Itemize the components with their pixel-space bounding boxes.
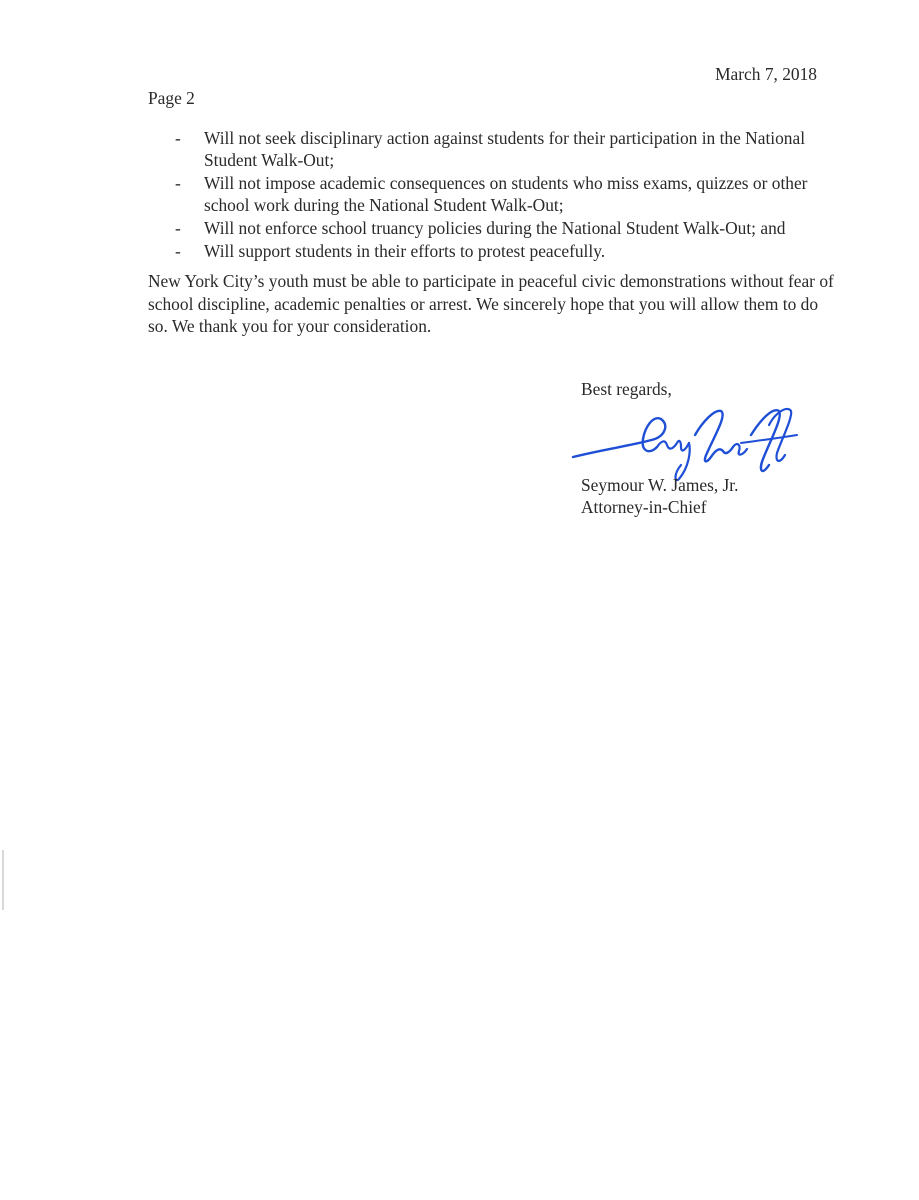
- list-dash: -: [175, 241, 181, 261]
- list-item-text: Will support students in their efforts to protest peacefully.: [204, 241, 606, 261]
- list-item-text: Will not impose academic consequences on students who miss exams, quizzes or other school work during the National Student Walk-Out;: [204, 173, 808, 215]
- signer-title: Attorney-in-Chief: [581, 497, 707, 517]
- body-paragraph: New York City’s youth must be able to participate in peaceful civic demonstrations without fear of school discipline, academic penalties or arrest. We sincerely hope that you will allow them to do so. We thank you for your consideration.: [148, 271, 834, 336]
- list-dash: -: [175, 218, 181, 238]
- handwritten-signature: [565, 395, 805, 485]
- scan-edge-mark: [2, 850, 4, 910]
- commitments-list: [168, 127, 828, 263]
- letter-date: March 7, 2018: [715, 64, 817, 84]
- closing-salutation: Best regards,: [581, 379, 672, 399]
- list-item: [168, 217, 828, 239]
- list-dash: -: [175, 173, 181, 193]
- page-number: Page 2: [148, 88, 195, 108]
- list-item: [168, 172, 828, 216]
- list-item: [168, 240, 828, 262]
- list-item-text: Will not enforce school truancy policies during the National Student Walk-Out; and: [204, 218, 786, 238]
- signer-name: Seymour W. James, Jr.: [581, 475, 739, 495]
- list-dash: -: [175, 128, 181, 148]
- list-item: [168, 127, 828, 171]
- list-item-text: Will not seek disciplinary action against students for their participation in the National Student Walk-Out;: [204, 128, 806, 170]
